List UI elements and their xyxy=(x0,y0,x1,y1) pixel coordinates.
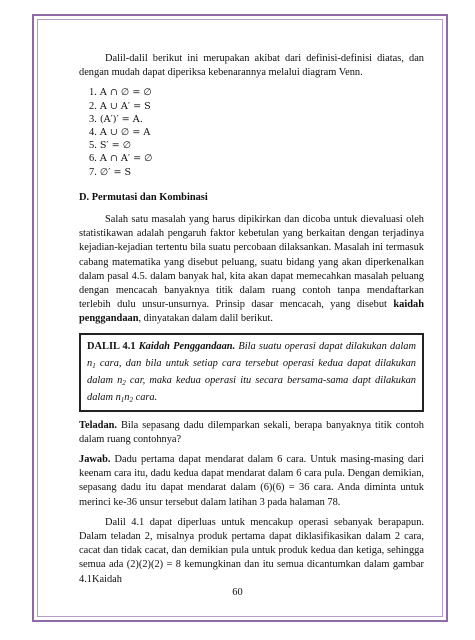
document-page xyxy=(79,52,424,587)
page-number: 60 xyxy=(232,587,243,598)
body-paragraph-2: Dalil 4.1 dapat diperluas untuk mencakup operasi sebanyak berapapun. Dalam teladan 2, misalnya produk pertama dapat diklasifikasikan dalam 2 cara, cacat dan tidak cacat, dan demikian pula untuk produk kedua dan ketiga, sehingga semua ada (2)(2)(2) = 8 kemungkinan dan itu semua dicantumkan dalam gambar 4.1Kaidah xyxy=(79,516,424,585)
list-item: 5. S′ = ∅ xyxy=(89,140,132,152)
list-item: 3. (A′)′ = A. xyxy=(89,113,143,125)
theorem-title: Kaidah Penggandaan. xyxy=(138,340,236,352)
key-term: kaidah penggandaan xyxy=(79,299,424,325)
body-paragraph: Salah satu masalah yang harus dipikirkan dan dicoba untuk dievaluasi oleh statistikawan adalah pengaruh faktor kebetulan yang berkaitan dengan terjadinya kejadian-kejadian tertentu bila suatu percobaan dilaksankan. Masalah ini termasuk cabang matematika yang disebut peluang, suatu bidang yang akan diperkenalkan dalam pasal 4.5. dalam banyak hal, kita akan dapat memecahkan masalah peluang dengan mencacah banyaknya titik dalam ruang contoh tanpa mendaftarkan terlebih dulu unsur-unsurnya. Prinsip dasar mencacah, yang disebut kaidah penggandaan, dinyatakan dalam dalil berikut. xyxy=(79,214,424,325)
theorem-label: DALIL 4.1 xyxy=(87,340,136,352)
intro-paragraph: Dalil-dalil berikut ini merupakan akibat dari definisi-definisi diatas, dan dengan mudah dapat diperiksa kebenarannya melalui diagram Venn. xyxy=(79,53,424,79)
list-item: 7. ∅′ = S xyxy=(89,166,132,178)
set-laws-list xyxy=(79,86,424,178)
answer-paragraph: Jawab. Dadu pertama dapat mendarat dalam 6 cara. Untuk masing-masing dari keenam cara itu, dadu kedua dapat mendarat dalam 6 cara pula. Dengan demikian, sepasang dadu itu dapat mendarat dalam (6)(6) = 36 cara. Anda diminta untuk merinci ke-36 unsur tersebut dalam latihan 3 pada halaman 78. xyxy=(79,454,424,508)
theorem-box xyxy=(79,333,424,412)
section-heading: D. Permutasi dan Kombinasi xyxy=(79,191,208,203)
list-item: 2. A ∪ A′ = S xyxy=(89,100,151,112)
example-paragraph: Teladan. Bila sepasang dadu dilemparkan sekali, berapa banyaknya titik contoh dalam ruang contohnya? xyxy=(79,419,424,445)
theorem-text: DALIL 4.1 Kaidah Penggandaan. Bila suatu operasi dapat dilakukan dalam $n_1$ cara, dan bila untuk setiap cara tersebut operasi kedua dapat dilakukan dalam $n_2$ car, maka kedua operasi itu secara bersama-sama dapt dilakukan dalam $n_1n_2$ cara. xyxy=(87,340,416,404)
list-item: 6. A ∩ A′ = ∅ xyxy=(89,153,153,165)
list-item: 4. A ∪ ∅ = A xyxy=(89,127,151,139)
list-item: 1. A ∩ ∅ = ∅ xyxy=(89,87,152,99)
